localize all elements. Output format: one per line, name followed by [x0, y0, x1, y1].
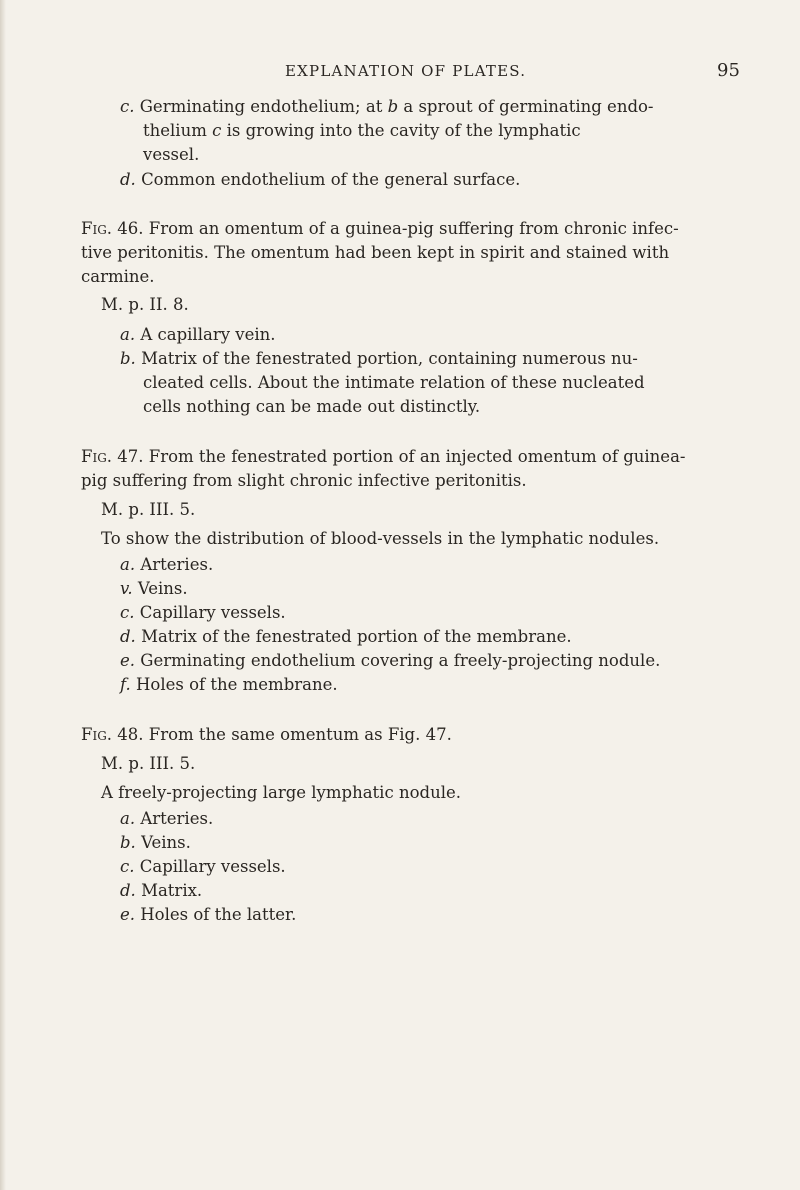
fig48-legend-a [120, 807, 213, 831]
legend-text: A capillary vein. [140, 325, 276, 344]
legend-letter: a. [120, 325, 136, 344]
legend-text: Holes of the latter. [140, 905, 297, 924]
figure-label: Fig. 46. [81, 219, 144, 238]
figure-label: Fig. 47. [81, 447, 144, 466]
legend-text: thelium [143, 121, 213, 140]
legend-letter: c. [120, 97, 135, 116]
legend-text: Capillary vessels. [139, 857, 286, 876]
legend-item-c-line2 [143, 119, 581, 143]
legend-item-c [120, 95, 654, 119]
caption-text: From the same omentum as Fig. 47. [148, 725, 452, 744]
legend-letter: a. [120, 809, 136, 828]
legend-letter: a. [120, 555, 136, 574]
legend-letter: d. [120, 881, 136, 900]
fig47-intro: To show the distribution of blood-vessels in the lymphatic nodules. [101, 529, 660, 548]
legend-text: Common endothelium of the general surface. [141, 170, 521, 189]
fig46-caption-line2: tive peritonitis. The omentum had been kept in spirit and stained with [81, 243, 670, 262]
fig46-caption-line3: carmine. [81, 267, 155, 286]
fig48-legend-d [120, 879, 202, 903]
fig48-legend-b [120, 831, 191, 855]
fig47-legend-e [120, 649, 660, 673]
legend-text: Matrix. [141, 881, 203, 900]
legend-letter: f. [120, 675, 131, 694]
fig47-legend-d [120, 625, 572, 649]
fig48-caption-line1 [81, 723, 452, 747]
fig46-legend-a [120, 323, 276, 347]
fig47-caption-line1 [81, 445, 685, 469]
legend-letter: d. [120, 170, 136, 189]
running-header [0, 60, 800, 86]
fig46-legend-b [120, 347, 638, 371]
running-title: EXPLANATION OF PLATES. [285, 62, 527, 80]
fig47-caption-line2: pig suffering from slight chronic infective peritonitis. [81, 471, 527, 490]
fig47-legend-v [120, 577, 188, 601]
legend-text: Arteries. [140, 809, 214, 828]
fig48-magnification: M. p. III. 5. [101, 754, 196, 773]
fig47-legend-a [120, 553, 213, 577]
legend-text: Holes of the membrane. [136, 675, 338, 694]
fig47-magnification: M. p. III. 5. [101, 500, 196, 519]
legend-inline-letter: c [212, 121, 222, 140]
legend-text: Germinating endothelium covering a freely-projecting nodule. [140, 651, 661, 670]
caption-text: From an omentum of a guinea-pig suffering from chronic infec- [148, 219, 679, 238]
legend-text: Germinating endothelium; at [139, 97, 388, 116]
legend-letter: b. [120, 349, 136, 368]
legend-letter: e. [120, 905, 136, 924]
legend-letter: d. [120, 627, 136, 646]
fig46-magnification: M. p. II. 8. [101, 295, 189, 314]
fig47-legend-c [120, 601, 286, 625]
legend-text: Veins. [137, 579, 188, 598]
legend-letter: b. [120, 833, 136, 852]
legend-letter: c. [120, 603, 135, 622]
fig47-legend-f [120, 673, 338, 697]
legend-text: Capillary vessels. [139, 603, 286, 622]
fig46-legend-b-line2: cleated cells. About the intimate relation of these nucleated [143, 373, 645, 392]
fig48-intro: A freely-projecting large lymphatic nodule. [101, 783, 461, 802]
legend-text: Matrix of the fenestrated portion of the membrane. [141, 627, 572, 646]
legend-inline-letter: b [387, 97, 399, 116]
page-number: 95 [717, 60, 740, 81]
fig48-legend-c [120, 855, 286, 879]
legend-text: Veins. [141, 833, 191, 852]
legend-text: is growing into the cavity of the lymphatic [221, 121, 581, 140]
page-edge [0, 0, 6, 1190]
figure-label: Fig. 48. [81, 725, 144, 744]
legend-item-c-line3: vessel. [143, 145, 200, 164]
fig46-legend-b-line3: cells nothing can be made out distinctly. [143, 397, 481, 416]
legend-text: Arteries. [140, 555, 214, 574]
fig48-legend-e [120, 903, 296, 927]
fig46-caption-line1 [81, 217, 679, 241]
legend-text: Matrix of the fenestrated portion, containing numerous nu- [141, 349, 638, 368]
legend-letter: e. [120, 651, 136, 670]
legend-letter: c. [120, 857, 135, 876]
caption-text: From the fenestrated portion of an injected omentum of guinea- [148, 447, 686, 466]
legend-letter: v. [120, 579, 133, 598]
legend-item-d [120, 168, 520, 192]
legend-text: a sprout of germinating endo- [398, 97, 654, 116]
